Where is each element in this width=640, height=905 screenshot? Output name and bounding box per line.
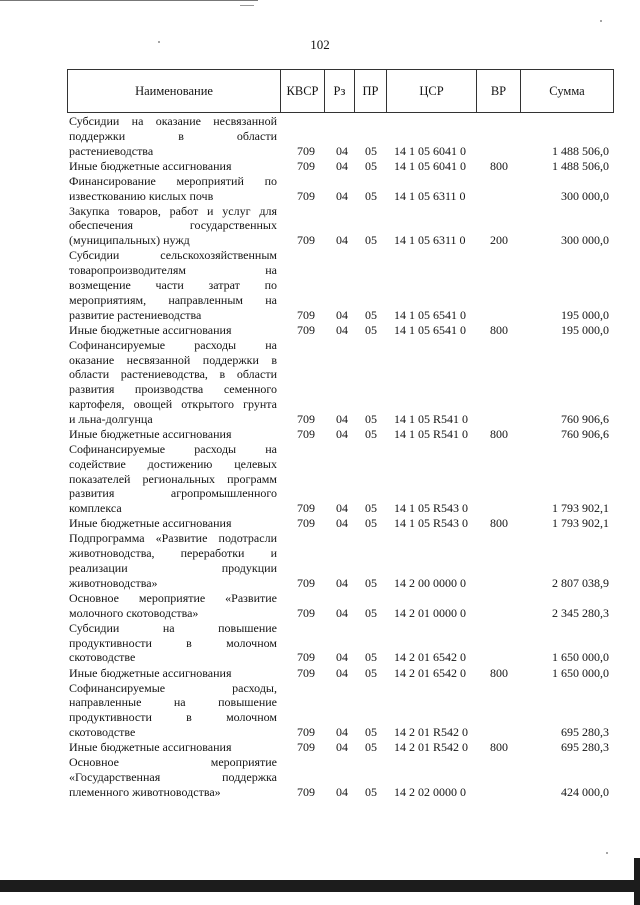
cell-csr: 14 1 05 R541 0 (394, 426, 469, 441)
cell-pr: 05 (365, 665, 377, 680)
cell-csr: 14 1 05 R543 0 (394, 516, 469, 531)
cell-rz: 04 (336, 426, 348, 441)
cell-pr: 05 (365, 724, 377, 739)
cell-pr: 05 (365, 426, 377, 441)
row-name-line: развития производства семенного (69, 382, 277, 397)
header-sum: Сумма (549, 84, 585, 98)
cell-rz: 04 (336, 307, 348, 322)
header-pr: ПР (362, 84, 379, 98)
cell-csr: 14 2 01 6542 0 (394, 665, 466, 680)
cell-rz: 04 (336, 188, 348, 203)
cell-rz: 04 (336, 740, 348, 755)
row-name (69, 159, 277, 174)
cell-csr: 14 1 05 6041 0 (394, 143, 466, 158)
row-name-line: развития агропромышленного (69, 486, 277, 501)
table-row (0, 621, 640, 665)
cell-csr: 14 1 05 6541 0 (394, 322, 466, 337)
header-name: Наименование (135, 84, 213, 98)
cell-kvsr: 709 (297, 724, 315, 739)
row-name-line: «Государственная поддержка (69, 769, 277, 784)
cell-sum: 695 280,3 (561, 740, 609, 755)
table-row (0, 516, 640, 531)
cell-pr: 05 (365, 575, 377, 590)
cell-csr: 14 1 05 6041 0 (394, 158, 466, 173)
row-name-line: Иные бюджетные ассигнования (69, 740, 232, 755)
table-row (0, 338, 640, 427)
row-name-line: содействие достижению целевых (69, 456, 277, 471)
cell-rz: 04 (336, 605, 348, 620)
table-row (0, 740, 640, 755)
cell-pr: 05 (365, 143, 377, 158)
table-row (0, 442, 640, 516)
cell-sum: 300 000,0 (561, 188, 609, 203)
cell-rz: 04 (336, 516, 348, 531)
row-name (69, 531, 277, 590)
row-name-line: Иные бюджетные ассигнования (69, 158, 232, 173)
row-name-line: Иные бюджетные ассигнования (69, 322, 232, 337)
cell-sum: 1 650 000,0 (552, 650, 609, 665)
cell-pr: 05 (365, 501, 377, 516)
row-name (69, 248, 277, 322)
cell-rz: 04 (336, 501, 348, 516)
cell-csr: 14 1 05 6541 0 (394, 307, 466, 322)
table-row (0, 531, 640, 590)
table-row (0, 174, 640, 204)
scan-right-border (634, 858, 640, 905)
cell-kvsr: 709 (297, 650, 315, 665)
row-name (69, 740, 277, 755)
row-name-line: направленные на повышение (69, 695, 277, 710)
cell-sum: 1 793 902,1 (552, 501, 609, 516)
scan-speck (600, 20, 602, 22)
row-name (69, 516, 277, 531)
scan-edge-mark (240, 5, 254, 6)
cell-kvsr: 709 (297, 158, 315, 173)
cell-rz: 04 (336, 575, 348, 590)
cell-csr: 14 2 01 6542 0 (394, 650, 466, 665)
cell-sum: 1 488 506,0 (552, 143, 609, 158)
cell-csr: 14 2 01 0000 0 (394, 605, 466, 620)
row-name-line: скотоводстве (69, 650, 136, 665)
row-name-line: растениеводства (69, 143, 154, 158)
row-name (69, 591, 277, 621)
cell-sum: 195 000,0 (561, 307, 609, 322)
cell-sum: 2 807 038,9 (552, 575, 609, 590)
cell-pr: 05 (365, 322, 377, 337)
table-row (0, 755, 640, 799)
cell-csr: 14 2 01 R542 0 (394, 740, 469, 755)
scan-speck (606, 852, 608, 854)
cell-csr: 14 1 05 6311 0 (394, 233, 466, 248)
cell-sum: 1 488 506,0 (552, 158, 609, 173)
row-name (69, 427, 277, 442)
cell-kvsr: 709 (297, 501, 315, 516)
row-name-line: обеспечения государственных (69, 218, 277, 233)
row-name-line: развитие растениеводства (69, 307, 202, 322)
cell-rz: 04 (336, 650, 348, 665)
table-header (67, 69, 614, 113)
row-name (69, 666, 277, 681)
row-name-line: животноводства» (69, 575, 158, 590)
cell-sum: 195 000,0 (561, 322, 609, 337)
row-name-line: продуктивности в молочном (69, 710, 277, 725)
cell-sum: 1 793 902,1 (552, 516, 609, 531)
cell-kvsr: 709 (297, 740, 315, 755)
table-row (0, 204, 640, 248)
row-name-line: Основное мероприятие (69, 755, 277, 770)
row-name-line: продуктивности в молочном (69, 635, 277, 650)
cell-csr: 14 1 05 6311 0 (394, 188, 466, 203)
cell-kvsr: 709 (297, 516, 315, 531)
scan-edge-mark (0, 0, 258, 1)
row-name-line: Субсидии сельскохозяйственным (69, 248, 277, 263)
cell-rz: 04 (336, 233, 348, 248)
cell-pr: 05 (365, 605, 377, 620)
cell-pr: 05 (365, 650, 377, 665)
table-row (0, 248, 640, 322)
row-name (69, 114, 277, 158)
header-csr: ЦСР (419, 84, 444, 98)
row-name-line: Софинансируемые расходы на (69, 337, 277, 352)
cell-rz: 04 (336, 784, 348, 799)
row-name-line: животноводства, переработки и (69, 546, 277, 561)
cell-sum: 760 906,6 (561, 426, 609, 441)
cell-pr: 05 (365, 188, 377, 203)
row-name-line: области растениеводства, в области (69, 367, 277, 382)
row-name-line: известкованию кислых почв (69, 188, 214, 203)
row-name-line: картофеля, овощей открытого грунта (69, 396, 277, 411)
table-row (0, 681, 640, 740)
row-name-line: (муниципальных) нужд (69, 233, 190, 248)
cell-rz: 04 (336, 158, 348, 173)
cell-pr: 05 (365, 307, 377, 322)
cell-kvsr: 709 (297, 143, 315, 158)
cell-csr: 14 2 02 0000 0 (394, 784, 466, 799)
cell-csr: 14 2 00 0000 0 (394, 575, 466, 590)
cell-rz: 04 (336, 724, 348, 739)
cell-vr: 800 (490, 426, 508, 441)
cell-kvsr: 709 (297, 307, 315, 322)
table-row (0, 323, 640, 338)
row-name-line: молочного скотоводства» (69, 605, 199, 620)
cell-kvsr: 709 (297, 411, 315, 426)
cell-kvsr: 709 (297, 605, 315, 620)
row-name-line: оказание несвязанной поддержки в (69, 352, 277, 367)
cell-pr: 05 (365, 740, 377, 755)
cell-rz: 04 (336, 322, 348, 337)
cell-kvsr: 709 (297, 233, 315, 248)
row-name (69, 323, 277, 338)
row-name-line: Софинансируемые расходы на (69, 442, 277, 456)
row-name (69, 442, 277, 516)
row-name-line: Финансирование мероприятий по (69, 173, 277, 188)
row-name (69, 681, 277, 740)
row-name (69, 204, 277, 248)
row-name-line: Иные бюджетные ассигнования (69, 426, 232, 441)
row-name-line: показателей региональных программ (69, 471, 277, 486)
cell-sum: 760 906,6 (561, 411, 609, 426)
header-vr: ВР (490, 84, 507, 98)
cell-pr: 05 (365, 233, 377, 248)
cell-vr: 800 (490, 516, 508, 531)
row-name-line: мероприятиям, направленным на (69, 292, 277, 307)
cell-vr: 800 (490, 322, 508, 337)
cell-vr: 800 (490, 665, 508, 680)
row-name-line: Субсидии на повышение (69, 620, 277, 635)
cell-csr: 14 1 05 R543 0 (394, 501, 469, 516)
row-name-line: поддержки в области (69, 128, 277, 143)
cell-sum: 695 280,3 (561, 724, 609, 739)
row-name-line: Субсидии на оказание несвязанной (69, 114, 277, 128)
cell-kvsr: 709 (297, 784, 315, 799)
row-name (69, 621, 277, 665)
row-name-line: Подпрограмма «Развитие подотрасли (69, 531, 277, 546)
row-name-line: товаропроизводителям на (69, 263, 277, 278)
cell-pr: 05 (365, 411, 377, 426)
row-name-line: Закупка товаров, работ и услуг для (69, 203, 277, 218)
header-rz: Рз (333, 84, 346, 98)
cell-kvsr: 709 (297, 665, 315, 680)
row-name-line: племенного животноводства» (69, 784, 221, 799)
cell-vr: 800 (490, 740, 508, 755)
cell-pr: 05 (365, 516, 377, 531)
cell-kvsr: 709 (297, 188, 315, 203)
table-row (0, 427, 640, 442)
row-name-line: скотоводстве (69, 724, 136, 739)
cell-pr: 05 (365, 158, 377, 173)
header-kvsr: КВСР (286, 84, 319, 98)
scan-bottom-border (0, 880, 640, 892)
row-name-line: и льна-долгунца (69, 411, 153, 426)
cell-kvsr: 709 (297, 426, 315, 441)
table-row (0, 159, 640, 174)
table-row (0, 666, 640, 681)
cell-rz: 04 (336, 411, 348, 426)
row-name (69, 755, 277, 799)
cell-sum: 424 000,0 (561, 784, 609, 799)
row-name-line: комплекса (69, 501, 122, 516)
scan-speck (158, 41, 160, 43)
row-name-line: Иные бюджетные ассигнования (69, 665, 232, 680)
cell-sum: 2 345 280,3 (552, 605, 609, 620)
cell-csr: 14 2 01 R542 0 (394, 724, 469, 739)
cell-sum: 1 650 000,0 (552, 665, 609, 680)
row-name-line: Иные бюджетные ассигнования (69, 516, 232, 531)
cell-kvsr: 709 (297, 322, 315, 337)
cell-sum: 300 000,0 (561, 233, 609, 248)
row-name (69, 174, 277, 204)
table-row (0, 114, 640, 158)
cell-rz: 04 (336, 665, 348, 680)
table-row (0, 591, 640, 621)
cell-csr: 14 1 05 R541 0 (394, 411, 469, 426)
row-name-line: Основное мероприятие «Развитие (69, 590, 277, 605)
cell-vr: 200 (490, 233, 508, 248)
cell-rz: 04 (336, 143, 348, 158)
row-name (69, 338, 277, 427)
cell-vr: 800 (490, 158, 508, 173)
cell-kvsr: 709 (297, 575, 315, 590)
row-name-line: Софинансируемые расходы, (69, 680, 277, 695)
row-name-line: реализации продукции (69, 560, 277, 575)
cell-pr: 05 (365, 784, 377, 799)
page-number: 102 (310, 37, 330, 52)
row-name-line: возмещение части затрат по (69, 277, 277, 292)
